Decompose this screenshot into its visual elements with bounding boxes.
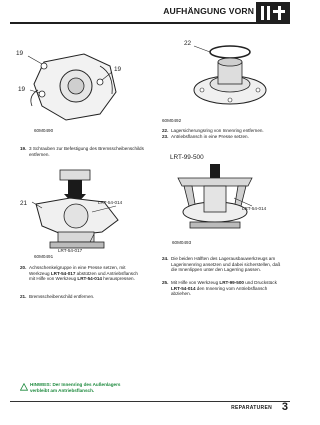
figure-bearing-puller <box>160 150 280 240</box>
figure-code-1: 60M0490 <box>34 128 54 133</box>
step-19-number: 19. <box>20 146 27 151</box>
step-19 <box>20 146 145 157</box>
step-20 <box>20 265 145 282</box>
figure-code-2: 60M0491 <box>34 254 54 259</box>
callout-lrt-99-500: LRT-99-500 <box>170 154 204 161</box>
step-20-text: Achsschenkelgruppe in eine Presse setzen, mit Werkzeug LRT-54-017 abstützen und Antriebsflansch mit Hilfe von Werkzeug LRT-54-014 herauspressen. <box>29 265 138 282</box>
callout-19-right: 19 <box>114 66 122 73</box>
step-23-text: Antriebsflansch in eine Presse setzen. <box>171 134 249 139</box>
step-19-text: 3 Schrauben zur Befestigung des Bremsscheibenschilds entfernen. <box>29 146 144 157</box>
step-24 <box>162 256 287 273</box>
step-25 <box>162 280 287 297</box>
step-21 <box>20 294 145 300</box>
figure-drive-flange-circlip <box>180 40 272 120</box>
callout-19-top: 19 <box>16 50 24 57</box>
callout-22: 22 <box>184 40 192 47</box>
figure-press-hub <box>20 168 140 254</box>
step-25-number: 25. <box>162 280 169 285</box>
step-24-text: Die beiden Hälften des Lagerausbauwerkzeugs am Lagerinnenring ansetzen und dabei sicherstellen, daß die Innenlippen unter den Lagerring passen. <box>171 256 281 273</box>
step-21-number: 21. <box>20 294 27 299</box>
manual-logo <box>256 2 290 24</box>
step-23-number: 23. <box>162 134 169 139</box>
header-rule <box>10 22 290 24</box>
footer-section: REPARATUREN <box>231 405 272 411</box>
step-25-text: Mit Hilfe von Werkzeug LRT-99-500 und Druckstück LRT-54-014 den Innenring vom Antriebsflansch abziehen. <box>171 280 277 297</box>
page-title: AUFHÄNGUNG VORN <box>163 6 254 16</box>
step-22-text: Lagersicherungsring von Innenring entfernen. <box>171 128 264 133</box>
step-22-number: 22. <box>162 128 169 133</box>
figure-code-3: 60M0492 <box>162 118 182 123</box>
footer-rule <box>10 401 290 402</box>
note-text: HINWEIS: Der Innenring des Außenlagers verbleibt am Antriebsflansch. <box>30 382 121 393</box>
figure-code-4: 60M0493 <box>172 240 192 245</box>
callout-lrt-54-014: LRT-54-014 <box>98 200 123 205</box>
step-20-number: 20. <box>20 265 27 270</box>
callout-21: 21 <box>20 200 28 207</box>
callout-lrt-54-014-b: LRT-54-014 <box>242 206 267 211</box>
figure-hub-carrier-bolts <box>14 44 126 126</box>
step-23 <box>162 134 287 140</box>
step-22 <box>162 128 287 134</box>
step-24-number: 24. <box>162 256 169 261</box>
callout-19-left: 19 <box>18 86 26 93</box>
callout-lrt-54-017: LRT-54-017 <box>58 248 83 253</box>
step-21-text: Bremsscheibenschild entfernen. <box>29 294 95 299</box>
page-number: 3 <box>281 401 288 413</box>
